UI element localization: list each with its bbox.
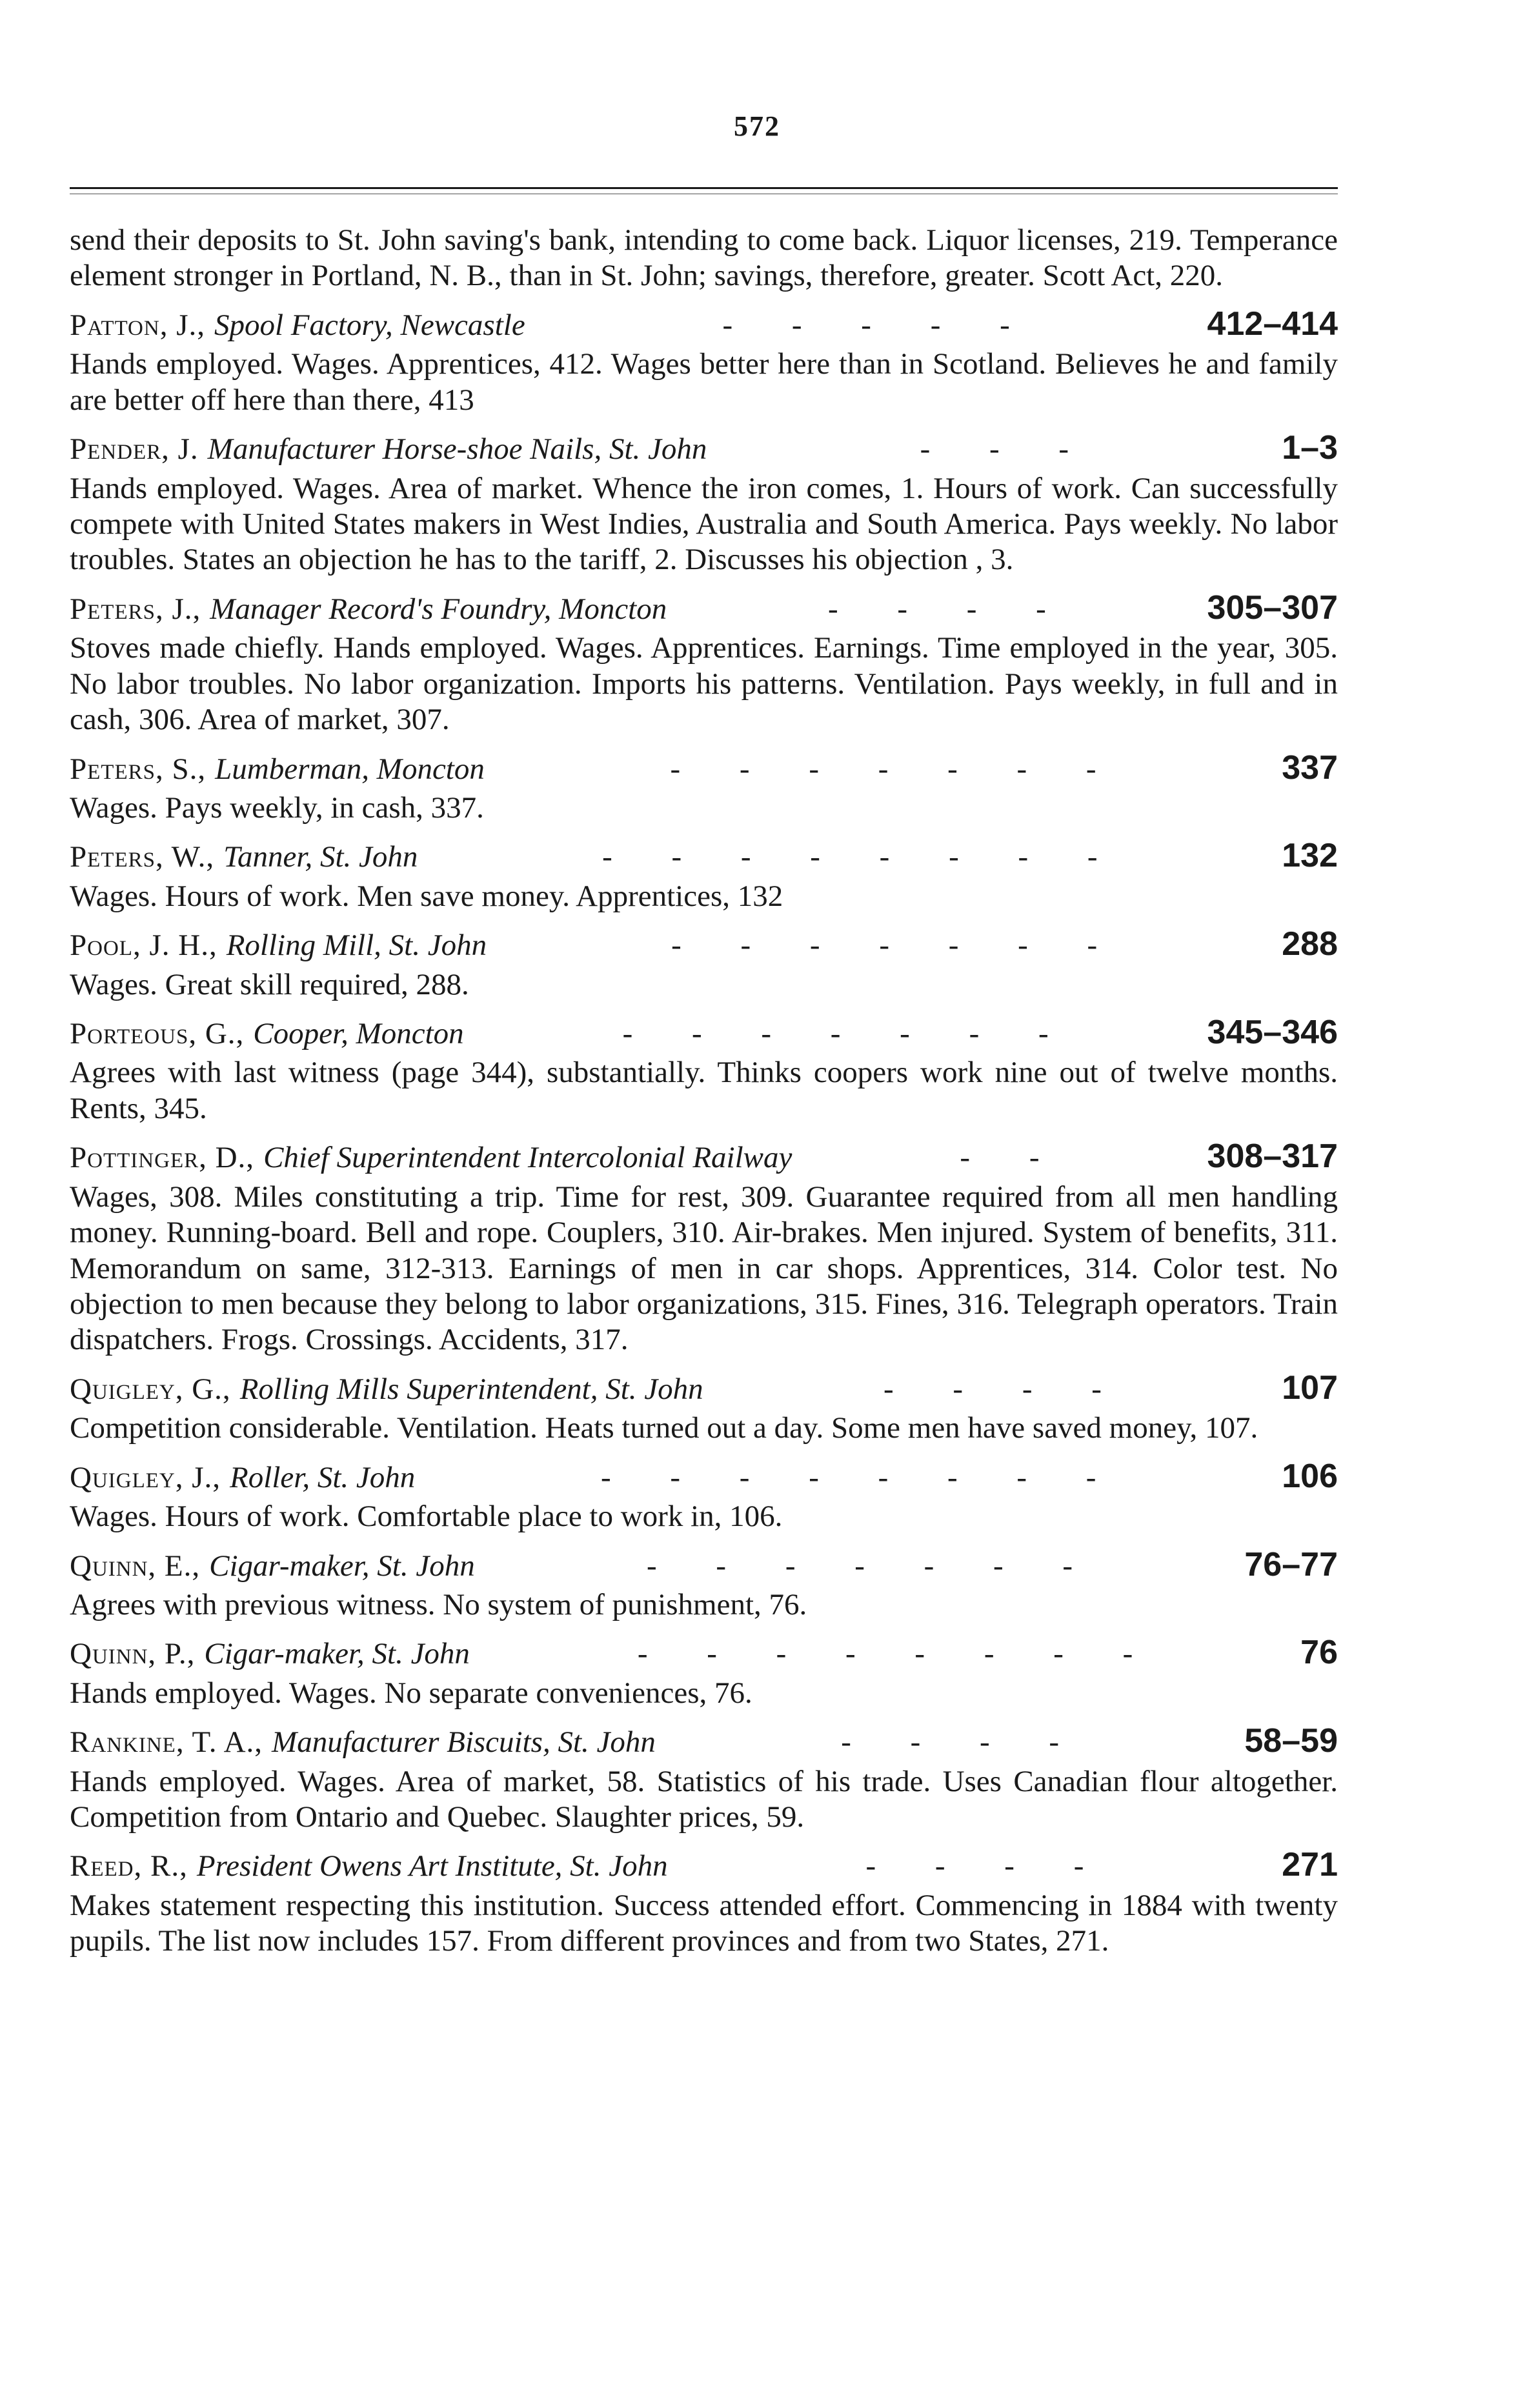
entry-heading <box>70 588 1338 628</box>
witness-role: Chief Superintendent Intercolonial Railway <box>263 1141 792 1175</box>
entry-heading <box>70 1633 1338 1672</box>
entry-summary: Hands employed. Wages. Apprentices, 412. Wages better here than in Scotland. Believes he and family are better off here than there, 413 <box>70 347 1338 417</box>
leader-dashes: - - - - <box>827 592 1072 626</box>
witness-role: President Owens Art Institute, St. John <box>196 1849 668 1883</box>
witness-role: Manager Record's Foundry, Moncton <box>210 592 667 626</box>
header-rule <box>70 187 1338 189</box>
witness-role: Cooper, Moncton <box>253 1017 464 1051</box>
index-content <box>70 223 1338 1970</box>
witness-name: Pender, J. <box>70 432 199 467</box>
index-entry <box>70 1545 1338 1623</box>
witness-role: Roller, St. John <box>230 1460 416 1494</box>
leader-dashes: - - - - <box>865 1849 1110 1883</box>
entry-heading <box>70 305 1338 344</box>
index-entry <box>70 305 1338 418</box>
index-entry <box>70 748 1338 827</box>
entry-summary: Agrees with last witness (page 344), substantially. Thinks coopers work nine out of twelve months. Rents, 345. <box>70 1056 1338 1125</box>
leader-dashes: - - - <box>920 432 1095 467</box>
page-reference: 288 <box>1282 925 1338 963</box>
witness-name: Pool, J. H., <box>70 928 217 963</box>
entry-list <box>70 305 1338 1960</box>
witness-name: Peters, S., <box>70 752 207 786</box>
entry-heading <box>70 1845 1338 1885</box>
witness-role: Manufacturer Horse-shoe Nails, St. John <box>207 432 707 467</box>
page-reference: 337 <box>1282 748 1338 787</box>
witness-name: Peters, J., <box>70 592 201 626</box>
entry-heading <box>70 836 1338 876</box>
page-reference: 107 <box>1282 1369 1338 1407</box>
witness-role: Lumberman, Moncton <box>215 752 485 786</box>
index-entry <box>70 1369 1338 1447</box>
leader-dashes: - - - - - - - <box>671 928 1124 963</box>
entry-heading <box>70 925 1338 964</box>
witness-name: Patton, J., <box>70 308 205 342</box>
page-reference: 345–346 <box>1207 1014 1338 1052</box>
entry-heading <box>70 1721 1338 1761</box>
page-reference: 58–59 <box>1244 1722 1338 1760</box>
witness-role: Cigar-maker, St. John <box>209 1549 475 1583</box>
index-entry <box>70 1457 1338 1535</box>
index-entry <box>70 1013 1338 1127</box>
index-entry <box>70 1633 1338 1711</box>
witness-name: Rankine, T. A., <box>70 1725 263 1760</box>
entry-heading <box>70 1457 1338 1496</box>
witness-name: Porteous, G., <box>70 1017 245 1051</box>
witness-name: Reed, R., <box>70 1849 188 1883</box>
witness-role: Tanner, St. John <box>223 840 418 874</box>
entry-heading <box>70 748 1338 788</box>
page-reference: 132 <box>1282 837 1338 875</box>
leader-dashes: - - - - <box>883 1372 1127 1406</box>
leader-dashes: - - - - <box>841 1725 1085 1760</box>
witness-role: Cigar-maker, St. John <box>204 1637 470 1671</box>
index-entry <box>70 1137 1338 1358</box>
page-reference: 271 <box>1282 1846 1338 1884</box>
witness-name: Peters, W., <box>70 840 215 874</box>
leader-dashes: - - - - - - - <box>622 1017 1075 1051</box>
entry-summary: Wages. Pays weekly, in cash, 337. <box>70 790 484 825</box>
page-number: 572 <box>734 110 780 142</box>
page-reference: 412–414 <box>1207 305 1338 343</box>
continued-paragraph: send their deposits to St. John saving's bank, intending to come back. Liquor licenses, 219. Temperance element stronger in Portland, N. B., than in St. John; savings, therefore, greater. Scott Act, 220. <box>70 223 1338 293</box>
index-entry <box>70 428 1338 578</box>
witness-role: Manufacturer Biscuits, St. John <box>272 1725 656 1760</box>
page-reference: 305–307 <box>1207 588 1338 627</box>
witness-name: Quigley, G., <box>70 1372 231 1406</box>
witness-role: Rolling Mills Superintendent, St. John <box>239 1372 703 1406</box>
witness-name: Quinn, E., <box>70 1549 201 1583</box>
leader-dashes: - - - - - - - - <box>637 1637 1159 1671</box>
index-entry <box>70 588 1338 738</box>
page-reference: 1–3 <box>1282 429 1338 467</box>
entry-summary: Makes statement respecting this institution. Success attended effort. Commencing in 1884 with twenty pupils. The list now includes 157. From different provinces and from two States, 271. <box>70 1888 1338 1958</box>
entry-heading <box>70 1137 1338 1176</box>
leader-dashes: - - - - - - - - <box>601 1460 1122 1494</box>
entry-heading <box>70 428 1338 468</box>
witness-name: Pottinger, D., <box>70 1141 255 1175</box>
leader-dashes: - - - - - <box>722 308 1036 342</box>
witness-role: Rolling Mill, St. John <box>226 928 487 963</box>
witness-name: Quigley, J., <box>70 1460 221 1494</box>
entry-summary: Competition considerable. Ventilation. Heats turned out a day. Some men have saved money, 107. <box>70 1411 1258 1445</box>
entry-summary: Wages. Great skill required, 288. <box>70 967 469 1001</box>
leader-dashes: - - - - - - - - <box>602 840 1124 874</box>
index-entry <box>70 1721 1338 1835</box>
index-entry <box>70 1845 1338 1959</box>
page-reference: 106 <box>1282 1457 1338 1495</box>
entry-summary: Hands employed. Wages. Area of market, 58. Statistics of his trade. Uses Canadian flour altogether. Competition from Ontario and Quebec. Slaughter prices, 59. <box>70 1764 1338 1834</box>
entry-summary: Agrees with previous witness. No system of punishment, 76. <box>70 1587 807 1621</box>
entry-heading <box>70 1369 1338 1408</box>
entry-summary: Hands employed. Wages. Area of market. Whence the iron comes, 1. Hours of work. Can successfully compete with United States makers in West Indies, Australia and South America. Pays weekly. No labor troubles. States an objection he has to the tariff, 2. Discusses his objection , 3. <box>70 471 1338 577</box>
witness-role: Spool Factory, Newcastle <box>214 308 525 342</box>
index-entry <box>70 836 1338 914</box>
entry-heading <box>70 1013 1338 1052</box>
leader-dashes: - - - - - - - <box>647 1549 1099 1583</box>
witness-name: Quinn, P., <box>70 1637 196 1671</box>
page-reference: 76–77 <box>1244 1545 1338 1583</box>
index-entry <box>70 925 1338 1003</box>
page-reference: 76 <box>1300 1634 1338 1672</box>
entry-summary: Wages. Hours of work. Comfortable place to work in, 106. <box>70 1500 783 1534</box>
entry-heading <box>70 1545 1338 1585</box>
entry-summary: Wages, 308. Miles constituting a trip. Time for rest, 309. Guarantee required from all men handling money. Running-board. Bell and rope. Couplers, 310. Air-brakes. Men injured. System of benefits, 311. Memorandum on same, 312-313. Earnings of men in car shops. Apprentices, 314. Color test. No objection to men because they belong to labor organizations, 315. Fines, 316. Telegraph operators. Train dispatchers. Frogs. Crossings. Accidents, 317. <box>70 1179 1338 1357</box>
page-reference: 308–317 <box>1207 1138 1338 1176</box>
entry-summary: Stoves made chiefly. Hands employed. Wages. Apprentices. Earnings. Time employed in the year, 305. No labor troubles. No labor organization. Imports his patterns. Ventilation. Pays weekly, in full and in cash, 306. Area of market, 307. <box>70 631 1338 737</box>
leader-dashes: - - - - - - - <box>670 752 1122 786</box>
leader-dashes: - - <box>960 1141 1065 1175</box>
entry-summary: Hands employed. Wages. No separate conveniences, 76. <box>70 1676 752 1710</box>
entry-summary: Wages. Hours of work. Men save money. Apprentices, 132 <box>70 879 783 913</box>
